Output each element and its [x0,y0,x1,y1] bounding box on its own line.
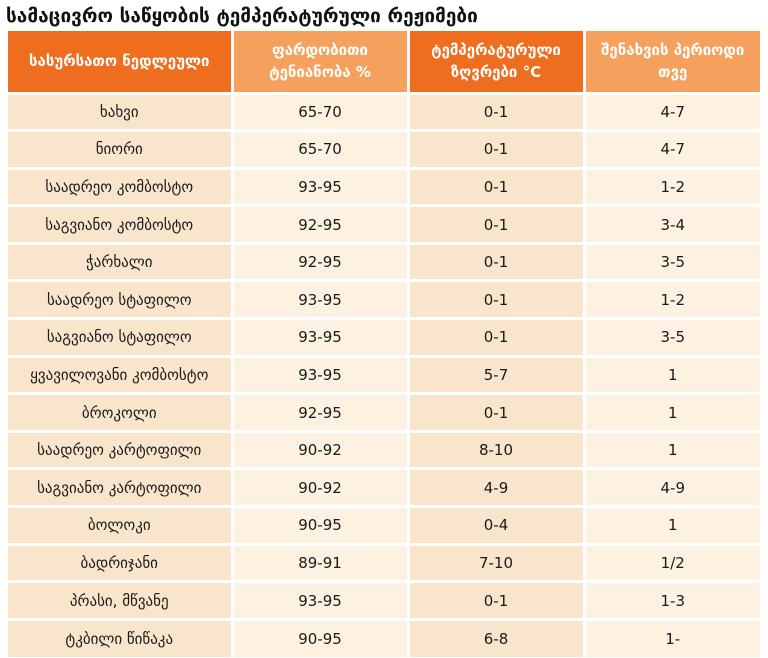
table-row [8,507,760,545]
cell-storage-period: 3-4 [584,206,760,244]
cell-relative-humidity: 92-95 [232,206,408,244]
table-header [8,31,760,93]
cell-raw-material: ნიორი [8,131,232,169]
cell-raw-material: საგვიანო კარტოფილი [8,469,232,507]
table-row [8,619,760,657]
cell-raw-material: ბროკოლი [8,394,232,432]
table-row [8,131,760,169]
cell-relative-humidity: 89-91 [232,544,408,582]
cell-relative-humidity: 65-70 [232,131,408,169]
cell-raw-material: საგვიანო სტაფილო [8,319,232,357]
table-row [8,431,760,469]
cell-raw-material: ბოლოკი [8,507,232,545]
cell-storage-period: 1-2 [584,168,760,206]
cell-storage-period: 1- [584,619,760,657]
cell-temperature-limits: 0-1 [408,131,584,169]
cell-raw-material: ტკბილი წიწაკა [8,619,232,657]
table-row [8,394,760,432]
table-row [8,469,760,507]
cell-storage-period: 1-2 [584,281,760,319]
cell-relative-humidity: 92-95 [232,394,408,432]
cell-storage-period: 1 [584,431,760,469]
cell-relative-humidity: 90-95 [232,507,408,545]
cell-raw-material: ხახვი [8,93,232,131]
cell-raw-material: საადრეო სტაფილო [8,281,232,319]
cell-temperature-limits: 6-8 [408,619,584,657]
cell-relative-humidity: 93-95 [232,356,408,394]
cell-temperature-limits: 0-4 [408,507,584,545]
storage-conditions-table [8,31,760,657]
table-row [8,281,760,319]
header-relative-humidity: ფარდობითი ტენიანობა % [232,31,408,93]
cell-storage-period: 1 [584,507,760,545]
cell-temperature-limits: 8-10 [408,431,584,469]
cell-storage-period: 3-5 [584,243,760,281]
page-title: სამაცივრო საწყობის ტემპერატურული რეჟიმები [6,5,478,27]
cell-relative-humidity: 65-70 [232,93,408,131]
cell-relative-humidity: 93-95 [232,168,408,206]
cell-storage-period: 4-7 [584,131,760,169]
table-row [8,168,760,206]
cell-raw-material: საადრეო კარტოფილი [8,431,232,469]
cell-raw-material: საადრეო კომბოსტო [8,168,232,206]
table-row [8,93,760,131]
cell-temperature-limits: 0-1 [408,582,584,620]
table-body [8,93,760,657]
header-storage-period: შენახვის პერიოდი თვე [584,31,760,93]
header-raw-material: სასურსათო ნედლეული [8,31,232,93]
cell-raw-material: ბადრიჯანი [8,544,232,582]
cell-temperature-limits: 5-7 [408,356,584,394]
table-row [8,319,760,357]
cell-raw-material: ჭარხალი [8,243,232,281]
cell-temperature-limits: 0-1 [408,394,584,432]
table-row [8,243,760,281]
cell-raw-material: პრასი, მწვანე [8,582,232,620]
cell-relative-humidity: 93-95 [232,582,408,620]
table-row [8,356,760,394]
cell-temperature-limits: 4-9 [408,469,584,507]
cell-temperature-limits: 0-1 [408,93,584,131]
header-temperature-limits: ტემპერატურული ზღვრები °C [408,31,584,93]
cell-relative-humidity: 90-95 [232,619,408,657]
cell-temperature-limits: 0-1 [408,243,584,281]
cell-temperature-limits: 0-1 [408,281,584,319]
cell-raw-material: ყვავილოვანი კომბოსტო [8,356,232,394]
cell-relative-humidity: 90-92 [232,431,408,469]
cell-temperature-limits: 0-1 [408,206,584,244]
cell-storage-period: 4-9 [584,469,760,507]
cell-temperature-limits: 7-10 [408,544,584,582]
cell-storage-period: 1 [584,356,760,394]
table-row [8,582,760,620]
cell-storage-period: 4-7 [584,93,760,131]
cell-storage-period: 1 [584,394,760,432]
table-row [8,206,760,244]
table-row [8,544,760,582]
cell-storage-period: 1-3 [584,582,760,620]
cell-relative-humidity: 92-95 [232,243,408,281]
cell-storage-period: 3-5 [584,319,760,357]
cell-relative-humidity: 93-95 [232,281,408,319]
cell-raw-material: საგვიანო კომბოსტო [8,206,232,244]
cell-relative-humidity: 93-95 [232,319,408,357]
cell-temperature-limits: 0-1 [408,319,584,357]
cell-storage-period: 1/2 [584,544,760,582]
cell-relative-humidity: 90-92 [232,469,408,507]
header-row [8,31,760,93]
cell-temperature-limits: 0-1 [408,168,584,206]
